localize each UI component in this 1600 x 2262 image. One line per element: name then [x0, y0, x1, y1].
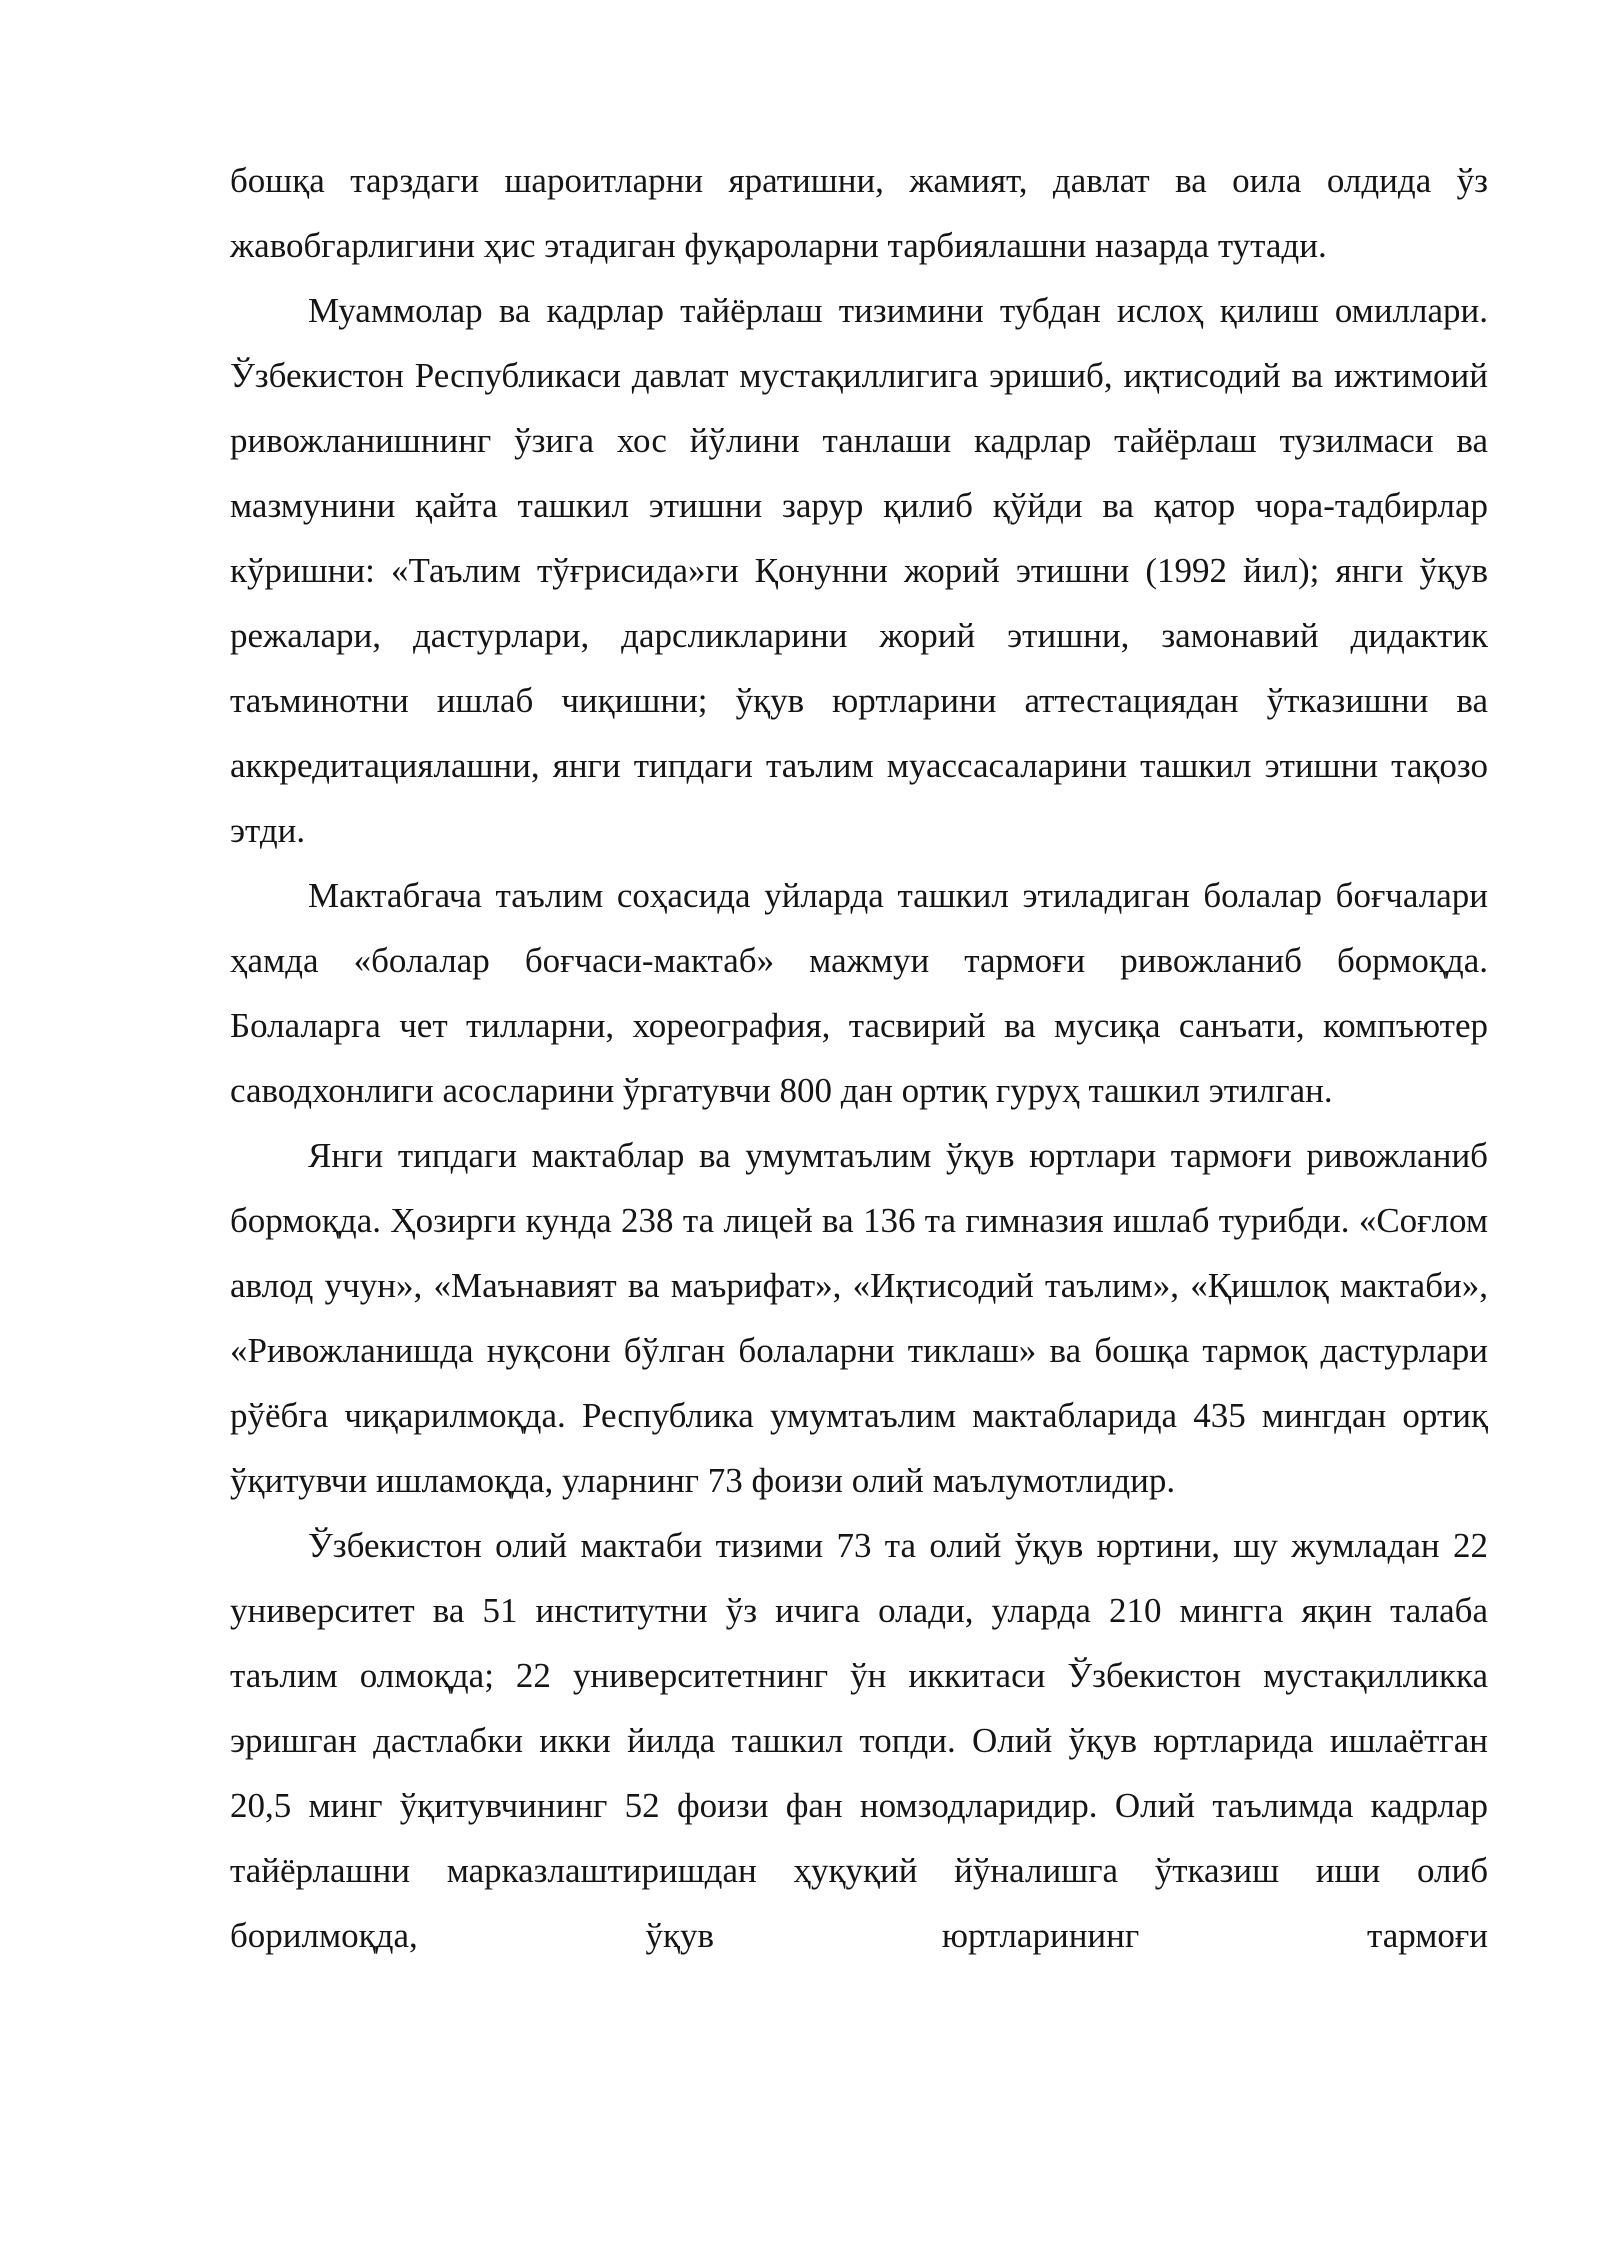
paragraph-1: бошқа тарздаги шароитларни яратишни, жамият, давлат ва оила олдида ўз жавобгарлигини ҳис этадиган фуқароларни тарбиялашни назарда тутади.: [230, 161, 1488, 265]
paragraph-5: Ўзбекистон олий мактаби тизими 73 та олий ўқув юртини, шу жумладан 22 университет ва 51 институтни ўз ичига олади, уларда 210 мингга яқин талаба таълим олмоқда; 22 университетнинг ўн иккитаси Ўзбекистон мустақилликка эришган дастлабки икки йилда ташкил топди. Олий ўқув юртларида ишлаётган 20,5 минг ўқитувчининг 52 фоизи фан номзодларидир. Олий таълимда кадрлар тайёрлашни марказлаштиришдан ҳуқуқий йўналишга ўтказиш иши олиб борилмоқда, ўқув юртларининг тармоғи: [230, 1526, 1488, 1955]
document-body: [230, 148, 1488, 1968]
paragraph-4: Янги типдаги мактаблар ва умумтаълим ўқув юртлари тармоғи ривожланиб бормоқда. Ҳозирги кунда 238 та лицей ва 136 та гимназия ишлаб турибди. «Соғлом авлод учун», «Маънавият ва маърифат», «Иқтисодий таълим», «Қишлоқ мактаби», «Ривожланишда нуқсони бўлган болаларни тиклаш» ва бошқа тармоқ дастурлари рўёбга чиқарилмоқда. Республика умумтаълим мактабларида 435 мингдан ортиқ ўқитувчи ишламоқда, уларнинг 73 фоизи олий маълумотлидир.: [230, 1136, 1488, 1500]
paragraph-3: Мактабгача таълим соҳасида уйларда ташкил этиладиган болалар боғчалари ҳамда «болалар боғчаси-мактаб» мажмуи тармоғи ривожланиб бормоқда. Болаларга чет тилларни, хореография, тасвирий ва мусиқа санъати, компъютер саводхонлиги асосларини ўргатувчи 800 дан ортиқ гуруҳ ташкил этилган.: [230, 876, 1488, 1110]
paragraph-2: Муаммолар ва кадрлар тайёрлаш тизимини тубдан ислоҳ қилиш омиллари. Ўзбекистон Республикаси давлат мустақиллигига эришиб, иқтисодий ва ижтимоий ривожланишнинг ўзига хос йўлини танлаши кадрлар тайёрлаш тузилмаси ва мазмунини қайта ташкил этишни зарур қилиб қўйди ва қатор чора-тадбирлар кўришни: «Таълим тўғрисида»ги Қонунни жорий этишни (1992 йил); янги ўқув режалари, дастурлари, дарсликларини жорий этишни, замонавий дидактик таъминотни ишлаб чиқишни; ўқув юртларини аттестациядан ўтказишни ва аккредитациялашни, янги типдаги таълим муассасаларини ташкил этишни тақозо этди.: [230, 291, 1488, 850]
